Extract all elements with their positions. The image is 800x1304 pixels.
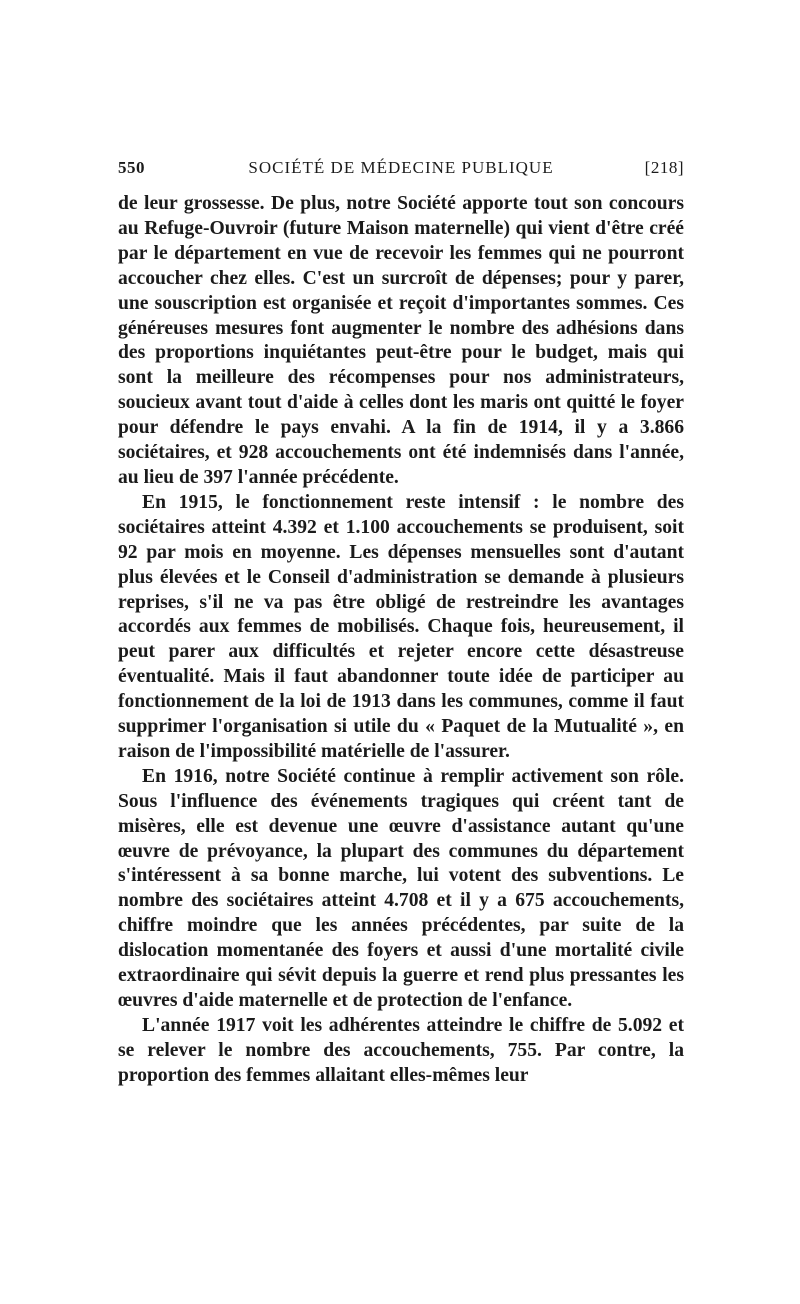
paragraph-1915: En 1915, le fonctionnement reste intensif : le nombre des sociétaires atteint 4.392 et 1.100 accouchements se produisent, soit 92 par mois en moyenne. Les dépenses mensuelles sont d'autant plus élevées et le Conseil d'administration se demande à plusieurs reprises, s'il ne va pas être obligé de restreindre les avantages accordés aux femmes de mobilisés. Chaque fois, heureusement, il peut parer aux difficultés et rejeter encore cette désastreuse éventualité. Mais il faut abandonner toute idée de participer au fonctionnement de la loi de 1913 dans les communes, comme il faut supprimer l'organisation si utile du « Paquet de la Mutualité », en raison de l'impossibilité matérielle de l'assurer. — [118, 491, 684, 762]
signature-mark: [218] — [644, 158, 684, 177]
running-head — [118, 152, 684, 182]
paragraph-continued: de leur grossesse. De plus, notre Société apporte tout son concours au Refuge-Ouvroir (future Maison maternelle) qui vient d'être créé par le département en vue de recevoir les femmes qui ne pourront accoucher chez elles. C'est un surcroît de dépenses; pour y parer, une souscription est organisée et reçoit d'importantes sommes. Ces généreuses mesures font augmenter le nombre des adhésions dans des proportions inquiétantes peut-être pour le budget, mais qui sont la meilleure des récompenses pour nos administrateurs, soucieux avant tout d'aide à celles dont les maris ont quitté le foyer pour défendre le pays envahi. A la fin de 1914, il y a 3.866 sociétaires, et 928 accouchements ont été indemnisés dans l'année, au lieu de 397 l'année précédente. — [118, 193, 684, 488]
page-number: 550 — [118, 158, 145, 177]
paragraph-1916: En 1916, notre Société continue à remplir activement son rôle. Sous l'influence des événements tragiques qui créent tant de misères, elle est devenue une œuvre d'assistance autant qu'une œuvre de prévoyance, la plupart des communes du département s'intéressent à sa bonne marche, lui votent des subventions. Le nombre des sociétaires atteint 4.708 et il y a 675 accouchements, chiffre moindre que les années précédentes, par suite de la dislocation momentanée des foyers et aussi d'une mortalité civile extraordinaire qui sévit depuis la guerre et rend plus pressantes les œuvres d'aide maternelle et de protection de l'enfance. — [118, 765, 684, 1011]
body-text — [118, 192, 684, 1089]
paragraph-1917: L'année 1917 voit les adhérentes atteindre le chiffre de 5.092 et se relever le nombre des accouchements, 755. Par contre, la proportion des femmes allaitant elles-mêmes leur — [118, 1014, 684, 1086]
book-page — [118, 152, 684, 1089]
running-title: SOCIÉTÉ DE MÉDECINE PUBLIQUE — [248, 158, 554, 177]
